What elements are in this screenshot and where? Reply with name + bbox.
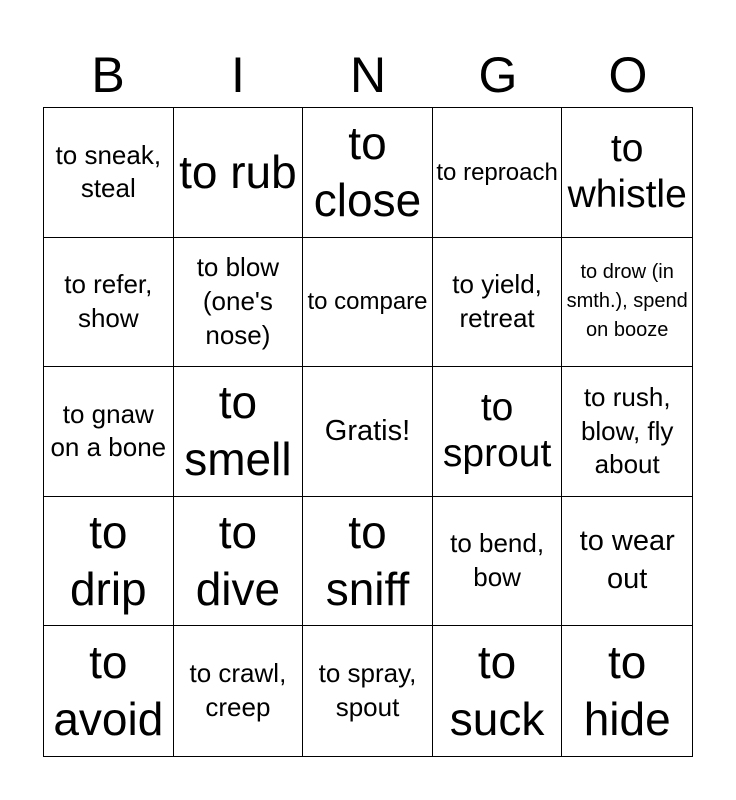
bingo-board — [43, 107, 693, 757]
bingo-cell[interactable] — [303, 367, 433, 497]
bingo-cell-text: to sprout — [442, 385, 552, 476]
bingo-cell-text: to yield, retreat — [452, 269, 542, 333]
bingo-cell[interactable] — [44, 626, 174, 756]
bingo-cell[interactable] — [433, 108, 563, 238]
bingo-cell-text: to reproach — [436, 158, 558, 186]
bingo-cell[interactable] — [44, 497, 174, 627]
bingo-cell[interactable] — [303, 108, 433, 238]
bingo-cell-text: to gnaw on a bone — [50, 398, 167, 463]
bingo-cell-text: to suck — [449, 636, 545, 746]
header-letter-b: B — [91, 47, 125, 103]
bingo-header — [43, 44, 693, 106]
bingo-cell[interactable] — [303, 238, 433, 368]
bingo-cell-text: to sniff — [325, 506, 410, 616]
bingo-cell-text: to hide — [583, 636, 671, 746]
bingo-cell[interactable] — [433, 497, 563, 627]
bingo-cell-text: Gratis! — [324, 414, 411, 447]
bingo-cell-text: to drip — [69, 506, 147, 616]
header-letter-g: G — [478, 47, 518, 103]
bingo-cell[interactable] — [44, 238, 174, 368]
bingo-cell-text: to compare — [307, 288, 428, 316]
bingo-cell[interactable] — [562, 497, 692, 627]
bingo-cell-text: to blow (one's nose) — [196, 252, 280, 350]
bingo-cell-text: to spray, spout — [318, 658, 417, 723]
bingo-cell[interactable] — [433, 238, 563, 368]
bingo-cell[interactable] — [562, 367, 692, 497]
bingo-cell-text: to smell — [184, 376, 292, 486]
bingo-cell-text: to crawl, creep — [189, 658, 287, 723]
bingo-cell-text: to dive — [195, 506, 281, 616]
bingo-cell[interactable] — [433, 367, 563, 497]
bingo-cell[interactable] — [562, 108, 692, 238]
bingo-cell-text: to bend, bow — [450, 528, 545, 593]
bingo-cell[interactable] — [562, 238, 692, 368]
bingo-cell[interactable] — [174, 238, 304, 368]
header-letter-i: I — [231, 47, 245, 103]
bingo-cell-text: to drow (in smth.), spend on booze — [566, 261, 688, 342]
bingo-cell[interactable] — [562, 626, 692, 756]
bingo-cell[interactable] — [174, 367, 304, 497]
bingo-cell-text: to whistle — [567, 126, 687, 217]
bingo-cell[interactable] — [303, 626, 433, 756]
bingo-cell-text: to close — [313, 117, 422, 227]
bingo-cell-text: to sneak, steal — [55, 139, 162, 204]
bingo-cell-text: to wear out — [579, 525, 675, 596]
bingo-cell-text: to refer, show — [64, 269, 153, 333]
bingo-cell-text: to rub — [179, 145, 297, 198]
bingo-cell[interactable] — [174, 626, 304, 756]
bingo-cell[interactable] — [303, 497, 433, 627]
header-letter-o: O — [608, 47, 648, 103]
bingo-cell[interactable] — [174, 108, 304, 238]
bingo-cell[interactable] — [174, 497, 304, 627]
bingo-cell[interactable] — [44, 108, 174, 238]
header-letter-n: N — [349, 47, 387, 103]
bingo-cell-text: to avoid — [53, 636, 164, 746]
bingo-cell[interactable] — [433, 626, 563, 756]
bingo-cell-text: to rush, blow, fly about — [580, 381, 674, 480]
bingo-cell[interactable] — [44, 367, 174, 497]
